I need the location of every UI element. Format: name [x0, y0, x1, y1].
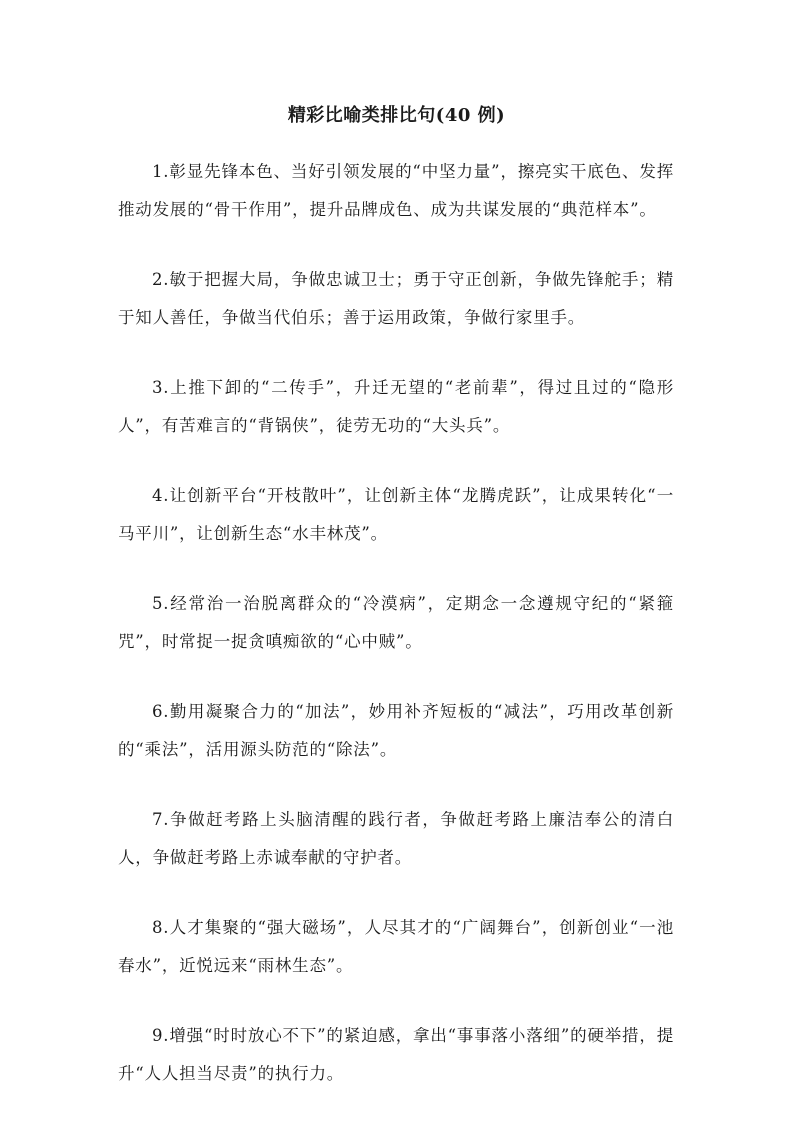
paragraph-9: 9.增强“时时放心不下”的紧迫感，拿出“事事落小落细”的硬举措，提升“人人担当尽责”的执行力。: [118, 1026, 674, 1083]
paragraph-7: 7.争做赶考路上头脑清醒的践行者，争做赶考路上廉洁奉公的清白人，争做赶考路上赤诚奉献的守护者。: [118, 810, 674, 867]
paragraph-5: 5.经常治一治脱离群众的“冷漠病”，定期念一念遵规守纪的“紧箍咒”，时常捉一捉贪嗔痴欲的“心中贼”。: [118, 594, 674, 651]
document-body: [118, 153, 674, 1125]
paragraph-2: 2.敏于把握大局，争做忠诚卫士；勇于守正创新，争做先锋舵手；精于知人善任，争做当代伯乐；善于运用政策，争做行家里手。: [118, 270, 674, 327]
document-title: 精彩比喻类排比句(40 例): [287, 105, 506, 126]
paragraph-6: 6.勤用凝聚合力的“加法”，妙用补齐短板的“减法”，巧用改革创新的“乘法”，活用源头防范的“除法”。: [118, 702, 674, 759]
paragraph-4: 4.让创新平台“开枝散叶”，让创新主体“龙腾虎跃”，让成果转化“一马平川”，让创新生态“水丰林茂”。: [118, 486, 674, 543]
paragraph-8: 8.人才集聚的“强大磁场”，人尽其才的“广阔舞台”，创新创业“一池春水”，近悦远来“雨林生态”。: [118, 918, 674, 975]
paragraph-1: 1.彰显先锋本色、当好引领发展的“中坚力量”，擦亮实干底色、发挥推动发展的“骨干作用”，提升品牌成色、成为共谋发展的“典范样本”。: [118, 162, 674, 219]
paragraph-3: 3.上推下卸的“二传手”，升迁无望的“老前辈”，得过且过的“隐形人”，有苦难言的“背锅侠”，徒劳无功的“大头兵”。: [118, 378, 674, 435]
